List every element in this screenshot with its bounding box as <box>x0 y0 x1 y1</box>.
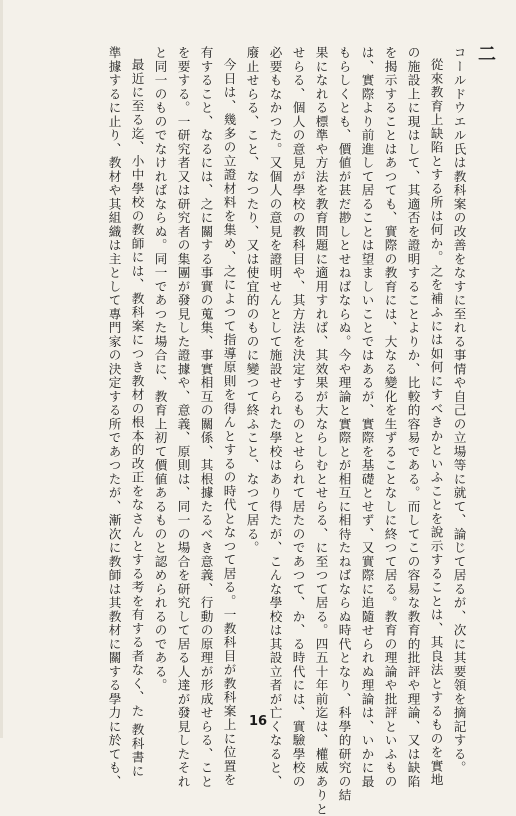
section-number: 二 <box>475 44 496 62</box>
text-column: 今日は、幾多の立證材料を集め、之によつて指導原則を得んとするの時代となつて居る。一教科目が教科案上に位置を <box>221 58 237 787</box>
text-column: コールドウエル氏は教科案の改善をなすに至れる事情や自己の立場等に就て、論じて居るが、次に其要領を摘記する。 <box>451 46 467 775</box>
text-column: 從來教育上缺陷とする所は何か。之を補ふには如何にすべきかといふことを說示することは、其良法とするものを實地 <box>428 58 444 787</box>
text-column: と同一のものでなければならぬ。同一であつた場合に、教育上初て價値あるものと認められるのである。 <box>152 46 168 693</box>
page-number: 16 <box>248 714 268 729</box>
text-column: 廢止せらる、こと、なつたり、又は使宜的のものに變つて終ふこと、なつて居る。 <box>244 46 260 555</box>
text-column: を揭示することはあつても、實際の教育には、大なる變化を生ずることなしに終つて居る。教育の理論や批評といふもの <box>382 46 398 789</box>
text-column: は、實際より前進して居ることは望ましいことではあるが、實際を基礎とせず、又實際に追隨せられぬ理論は、いかに最 <box>359 46 375 789</box>
text-column: 必要もなかつた。又個人の意見を證明せんとして施設せられた學校はあり得たが、こんな學校は其設立者が亡くなると、 <box>267 46 283 789</box>
text-column: 有すること、なるには、之に關する事實の蒐集、事實相互の關係、其根據たるべき意義、行動の原理が形成せらる、こと <box>198 46 214 789</box>
text-column: 果になれる標準や方法を教育問題に適用すれば、其效果が大ならしむとせらる、に至つて居る。四五十年前迄は、權威ありと <box>313 46 329 816</box>
text-column: せらる、個人の意見が學校の教科目や、其方法を決定するものとせられて居たのであつて、か、る時代には、實驗學校の <box>290 46 306 789</box>
text-column: の施設上に現はして、其適否を證明することよりか、比較的容易である。而してこの容易な教育的批評や理論、又は缺陷 <box>405 46 421 789</box>
text-column: 最近に至る迄、小中學校の教師には、教科案につき教材の根本的改正をなさんとする考を有する者なく、た 教科書に <box>129 58 145 779</box>
text-column: 準據するに止り、教材や其組織は主として專門家の決定する所であつたが、漸次に教師は其教材に關する學力に於ても、 <box>106 46 122 789</box>
text-column: もらしくとも、價値が甚だ尠しとせねばならぬ。今や理論と實際とが相互に相待たねばならぬ時代となり、科學的研究の結 <box>336 46 352 803</box>
scan-edge <box>0 0 3 738</box>
text-column: を要する。一研究者又は研究者の集團が發見した證據や、意義、原則は、同一の場合を研究して居る人達が發見したそれ <box>175 46 191 789</box>
